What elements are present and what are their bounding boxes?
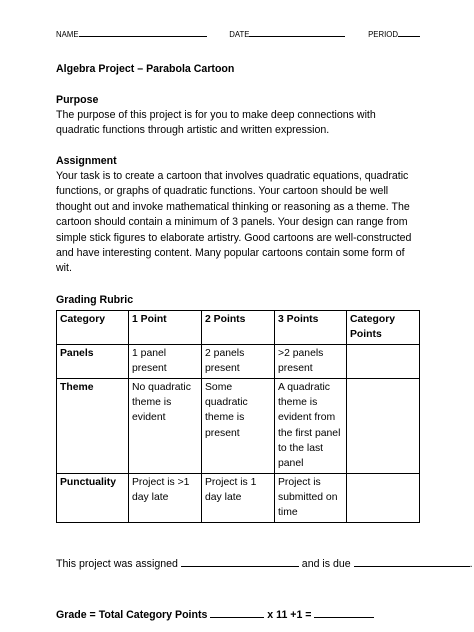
table-cell: Project is 1 day late (202, 473, 275, 522)
category-cell: Panels (57, 345, 129, 379)
assigned-middle: and is due (301, 557, 351, 570)
column-header: 2 Points (202, 310, 275, 344)
grade-line (56, 606, 420, 623)
assignment-text: Your task is to create a cartoon that involves quadratic equations, quadratic functions, or graphs of quadratic functions. Your cartoon should be well thought out and invoke mathematical thinking or reasoning as a theme. The cartoon should contain a minimum of 3 panels. Your design can range from simple stick figures to elaborate artistry. Good cartoons are well-constructed and have interesting content. Many popular cartoons contain some form of wit. (56, 170, 412, 275)
period-label: PERIOD (368, 30, 398, 39)
document-page (56, 26, 473, 624)
grade-prefix: Grade = Total Category Points (56, 609, 208, 622)
table-row (57, 379, 420, 473)
period-field (368, 28, 420, 40)
grade-result-blank[interactable] (314, 606, 374, 618)
points-cell[interactable] (347, 345, 420, 379)
column-header: Category Points (347, 310, 420, 344)
date-blank (249, 28, 345, 37)
table-cell: A quadratic theme is evident from the first panel to the last panel (275, 379, 347, 473)
period-blank (398, 28, 420, 37)
table-cell: 1 panel present (129, 345, 202, 379)
assignment-heading: Assignment (56, 154, 117, 167)
table-header-row (57, 310, 420, 344)
assigned-suffix: . (469, 557, 473, 570)
column-header: 3 Points (275, 310, 347, 344)
table-row (57, 473, 420, 522)
rubric-heading: Grading Rubric (56, 293, 134, 306)
purpose-text: The purpose of this project is for you to make deep connections with quadratic functions through artistic and written expression. (56, 109, 376, 137)
name-field (56, 28, 207, 40)
due-date-blank[interactable] (354, 555, 470, 567)
assigned-date-blank[interactable] (181, 555, 299, 567)
table-cell: No quadratic theme is evident (129, 379, 202, 473)
column-header: 1 Point (129, 310, 202, 344)
points-cell[interactable] (347, 379, 420, 473)
table-cell: Project is >1 day late (129, 473, 202, 522)
document-title: Algebra Project – Parabola Cartoon (56, 63, 235, 76)
table-cell: Some quadratic theme is present (202, 379, 275, 473)
total-points-blank[interactable] (210, 606, 264, 618)
header-line (56, 28, 420, 40)
category-cell: Theme (57, 379, 129, 473)
name-blank (79, 28, 207, 37)
date-label: DATE (229, 30, 250, 39)
table-cell: >2 panels present (275, 345, 347, 379)
name-label: NAME (56, 30, 79, 39)
date-field (229, 28, 345, 40)
table-row (57, 345, 420, 379)
grade-middle: x 11 +1 = (267, 609, 312, 622)
table-cell: 2 panels present (202, 345, 275, 379)
category-cell: Punctuality (57, 473, 129, 522)
points-cell[interactable] (347, 473, 420, 522)
grading-rubric-table (56, 310, 420, 523)
assigned-prefix: This project was assigned (56, 557, 178, 570)
column-header: Category (57, 310, 129, 344)
purpose-heading: Purpose (56, 93, 99, 106)
assigned-line (56, 555, 473, 572)
table-cell: Project is submitted on time (275, 473, 347, 522)
